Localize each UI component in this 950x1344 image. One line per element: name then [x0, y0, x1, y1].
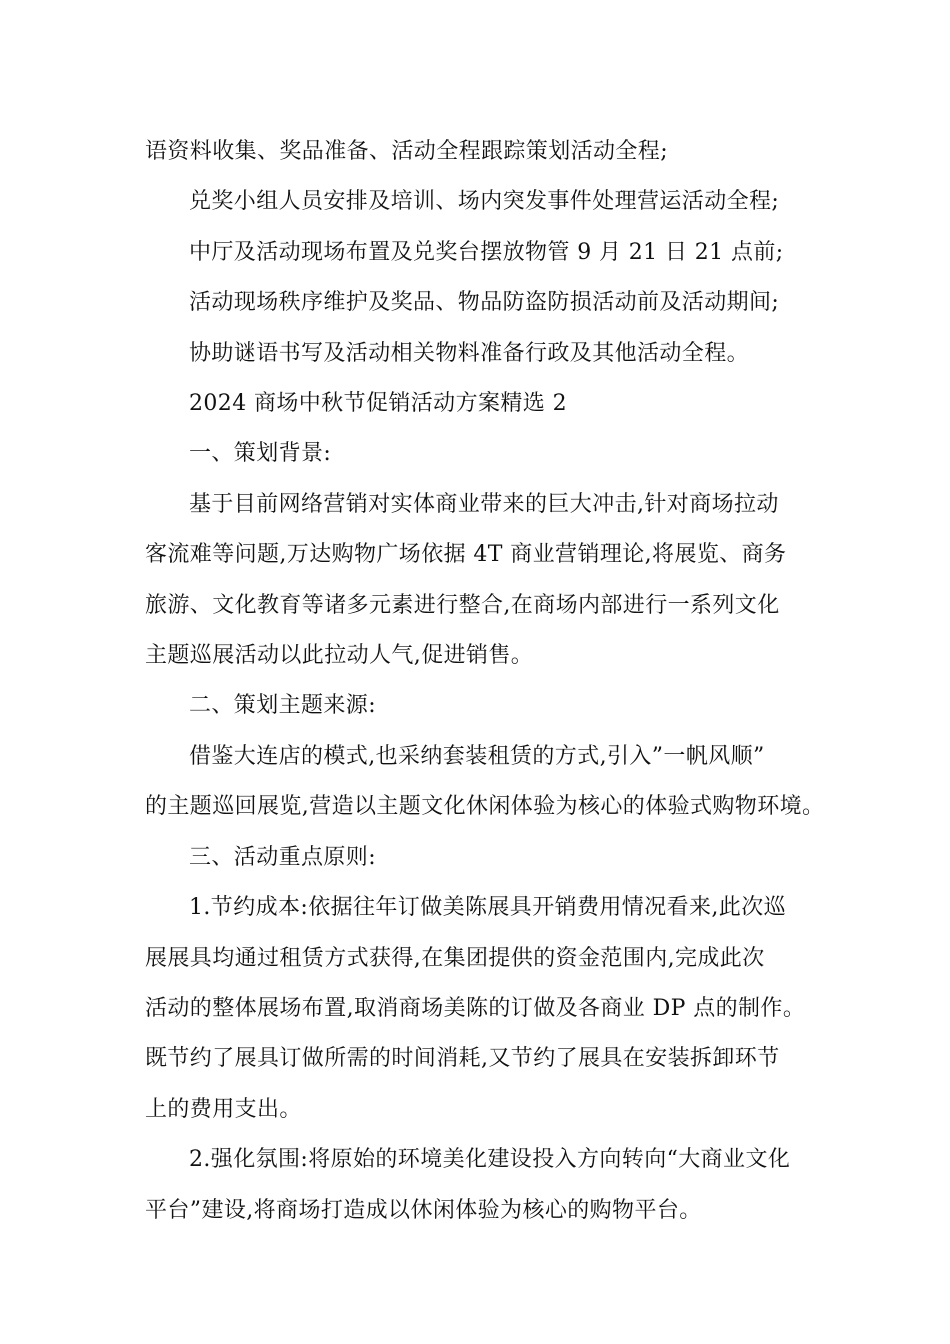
paragraph-line: 语资料收集、奖品准备、活动全程跟踪策划活动全程;	[145, 139, 669, 164]
section-heading: 三、活动重点原则:	[189, 844, 377, 870]
section-title: 2024 商场中秋节促销活动方案精选 2	[189, 391, 567, 417]
paragraph-line: 基于目前网络营销对实体商业带来的巨大冲击,针对商场拉动	[189, 491, 779, 517]
paragraph-line: 上的费用支出。	[145, 1096, 302, 1122]
paragraph-line: 展展具均通过租赁方式获得,在集团提供的资金范围内,完成此次	[145, 945, 765, 971]
paragraph-line: 2.强化氛围:将原始的环境美化建设投入方向转向“大商业文化	[189, 1147, 791, 1173]
paragraph-line: 客流难等问题,万达购物广场依据 4T 商业营销理论,将展览、商务	[145, 542, 787, 568]
document-body	[145, 127, 825, 1236]
paragraph-line: 的主题巡回展览,营造以主题文化休闲体验为核心的体验式购物环境。	[145, 794, 825, 820]
paragraph-line: 活动的整体展场布置,取消商场美陈的订做及各商业 DP 点的制作。	[145, 995, 806, 1021]
paragraph-line: 协助谜语书写及活动相关物料准备行政及其他活动全程。	[189, 340, 750, 366]
paragraph-line: 平台”建设,将商场打造成以休闲体验为核心的购物平台。	[145, 1197, 702, 1223]
paragraph-line: 活动现场秩序维护及奖品、物品防盗防损活动前及活动期间;	[189, 290, 780, 316]
paragraph-line: 既节约了展具订做所需的时间消耗,又节约了展具在安装拆卸环节	[145, 1046, 780, 1072]
paragraph-line: 兑奖小组人员安排及培训、场内突发事件处理营运活动全程;	[189, 189, 780, 215]
paragraph-line: 主题巡展活动以此拉动人气,促进销售。	[145, 643, 534, 669]
paragraph-line: 借鉴大连店的模式,也采纳套装租赁的方式,引入”一帆风顺”	[189, 743, 765, 769]
paragraph-line: 旅游、文化教育等诸多元素进行整合,在商场内部进行一系列文化	[145, 592, 780, 618]
paragraph-line: 中厅及活动现场布置及兑奖台摆放物管 9 月 21 日 21 点前;	[189, 239, 784, 265]
paragraph-line: 1.节约成本:依据往年订做美陈展具开销费用情况看来,此次巡	[189, 895, 786, 921]
section-heading: 二、策划主题来源:	[189, 693, 377, 719]
section-heading: 一、策划背景:	[189, 441, 332, 467]
